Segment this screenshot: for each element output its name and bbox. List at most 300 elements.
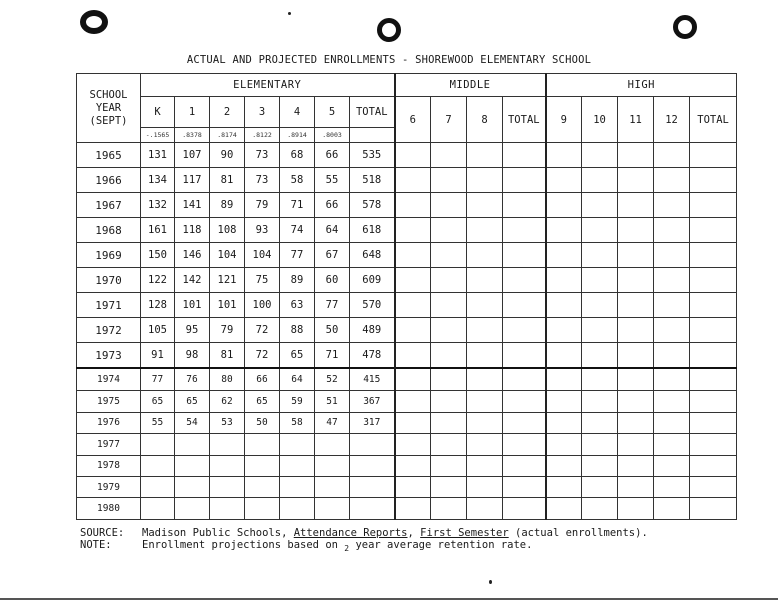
empty-cell (618, 293, 654, 318)
school-year-header: SCHOOL YEAR (SEPT) (77, 74, 141, 143)
enrollment-cell: 60 (315, 268, 350, 293)
empty-cell (431, 268, 467, 293)
enrollment-cell: 609 (350, 268, 395, 293)
table-row (77, 391, 737, 412)
enrollment-cell: 535 (350, 143, 395, 168)
empty-cell (395, 498, 431, 520)
enrollment-cell: 65 (141, 391, 175, 412)
enrollment-cell: 72 (245, 343, 280, 369)
empty-cell (467, 368, 503, 390)
table-row (77, 243, 737, 268)
enrollment-cell: 72 (245, 318, 280, 343)
enrollment-cell: 53 (210, 412, 245, 433)
enrollment-cell (350, 476, 395, 497)
empty-cell (503, 434, 546, 455)
enrollment-cell: 74 (280, 218, 315, 243)
enrollment-cell: 91 (141, 343, 175, 369)
empty-cell (467, 498, 503, 520)
enrollment-cell (350, 434, 395, 455)
empty-cell (690, 318, 737, 343)
empty-cell (431, 143, 467, 168)
year-cell: 1968 (77, 218, 141, 243)
empty-cell (503, 476, 546, 497)
empty-cell (546, 412, 582, 433)
enrollment-table (76, 73, 737, 520)
enrollment-cell: 108 (210, 218, 245, 243)
year-cell: 1969 (77, 243, 141, 268)
enrollment-cell: 107 (175, 143, 210, 168)
enrollment-cell: 81 (210, 168, 245, 193)
enrollment-cell: 81 (210, 343, 245, 369)
empty-cell (467, 434, 503, 455)
empty-cell (690, 368, 737, 390)
empty-cell (582, 455, 618, 476)
empty-cell (503, 143, 546, 168)
table-row (77, 293, 737, 318)
empty-cell (467, 218, 503, 243)
grade-header-elementary-2: 2 (210, 97, 245, 128)
retention-rate: -.1565 (141, 128, 175, 143)
enrollment-cell (245, 455, 280, 476)
source-first-semester: First Semester (420, 527, 509, 539)
empty-cell (618, 143, 654, 168)
enrollment-cell: 317 (350, 412, 395, 433)
grade-header-high-4: TOTAL (690, 97, 737, 143)
empty-cell (618, 343, 654, 369)
empty-cell (431, 391, 467, 412)
empty-cell (503, 243, 546, 268)
enrollment-cell: 54 (175, 412, 210, 433)
enrollment-cell: 122 (141, 268, 175, 293)
empty-cell (582, 193, 618, 218)
empty-cell (654, 143, 690, 168)
empty-cell (618, 455, 654, 476)
enrollment-cell: 73 (245, 168, 280, 193)
empty-cell (467, 391, 503, 412)
empty-cell (618, 318, 654, 343)
year-cell: 1975 (77, 391, 141, 412)
empty-cell (503, 218, 546, 243)
empty-cell (582, 476, 618, 497)
empty-cell (654, 412, 690, 433)
table-row (77, 498, 737, 520)
empty-cell (467, 243, 503, 268)
binder-hole-right (673, 15, 697, 39)
enrollment-cell (175, 498, 210, 520)
empty-cell (654, 318, 690, 343)
empty-cell (582, 218, 618, 243)
scan-speck (288, 12, 291, 15)
enrollment-cell (141, 498, 175, 520)
empty-cell (467, 268, 503, 293)
empty-cell (546, 318, 582, 343)
enrollment-cell: 68 (280, 143, 315, 168)
enrollment-cell: 95 (175, 318, 210, 343)
grade-header-middle-1: 7 (431, 97, 467, 143)
enrollment-cell (315, 455, 350, 476)
enrollment-cell: 64 (280, 368, 315, 390)
grade-header-elementary-0: K (141, 97, 175, 128)
empty-cell (467, 343, 503, 369)
enrollment-cell (280, 476, 315, 497)
table-row (77, 434, 737, 455)
enrollment-cell: 63 (280, 293, 315, 318)
enrollment-cell: 58 (280, 412, 315, 433)
empty-cell (582, 498, 618, 520)
table-row (77, 193, 737, 218)
empty-cell (618, 193, 654, 218)
enrollment-cell (280, 498, 315, 520)
enrollment-cell: 90 (210, 143, 245, 168)
grade-header-elementary-5: 5 (315, 97, 350, 128)
empty-cell (503, 168, 546, 193)
enrollment-cell: 101 (210, 293, 245, 318)
empty-cell (431, 218, 467, 243)
year-cell: 1973 (77, 343, 141, 369)
enrollment-cell: 77 (141, 368, 175, 390)
empty-cell (690, 243, 737, 268)
empty-cell (690, 268, 737, 293)
table-notes (80, 527, 648, 555)
empty-cell (546, 243, 582, 268)
enrollment-cell (210, 434, 245, 455)
source-attendance-reports: Attendance Reports (293, 527, 408, 539)
empty-cell (395, 168, 431, 193)
empty-cell (690, 143, 737, 168)
empty-cell (503, 343, 546, 369)
enrollment-cell: 89 (280, 268, 315, 293)
grade-header-elementary-3: 3 (245, 97, 280, 128)
elementary-group-header: ELEMENTARY (141, 74, 395, 97)
enrollment-cell: 150 (141, 243, 175, 268)
empty-cell (690, 293, 737, 318)
enrollment-cell: 101 (175, 293, 210, 318)
enrollment-cell: 100 (245, 293, 280, 318)
empty-cell (546, 391, 582, 412)
retention-rate: .8174 (210, 128, 245, 143)
enrollment-cell: 79 (245, 193, 280, 218)
empty-cell (395, 268, 431, 293)
empty-cell (618, 243, 654, 268)
enrollment-cell: 142 (175, 268, 210, 293)
year-cell: 1971 (77, 293, 141, 318)
empty-cell (654, 293, 690, 318)
empty-cell (395, 318, 431, 343)
enrollment-cell: 64 (315, 218, 350, 243)
enrollment-cell (280, 434, 315, 455)
enrollment-cell: 98 (175, 343, 210, 369)
source-label: SOURCE: (80, 527, 125, 539)
enrollment-cell: 52 (315, 368, 350, 390)
enrollment-cell: 648 (350, 243, 395, 268)
table-row (77, 268, 737, 293)
grade-header-high-3: 12 (654, 97, 690, 143)
retention-rate: .8003 (315, 128, 350, 143)
empty-cell (546, 218, 582, 243)
empty-cell (690, 476, 737, 497)
year-cell: 1972 (77, 318, 141, 343)
empty-cell (582, 293, 618, 318)
empty-cell (503, 498, 546, 520)
enrollment-cell (350, 498, 395, 520)
year-cell: 1974 (77, 368, 141, 390)
enrollment-cell: 489 (350, 318, 395, 343)
table-row (77, 412, 737, 433)
empty-cell (431, 476, 467, 497)
enrollment-cell: 76 (175, 368, 210, 390)
enrollment-cell (315, 434, 350, 455)
empty-cell (431, 168, 467, 193)
enrollment-cell: 88 (280, 318, 315, 343)
empty-cell (654, 193, 690, 218)
binder-hole-left (80, 10, 108, 34)
empty-cell (618, 434, 654, 455)
enrollment-cell: 146 (175, 243, 210, 268)
document-title: ACTUAL AND PROJECTED ENROLLMENTS - SHOREWOOD ELEMENTARY SCHOOL (186, 54, 592, 66)
empty-cell (618, 498, 654, 520)
empty-cell (431, 368, 467, 390)
enrollment-cell (315, 498, 350, 520)
enrollment-cell: 65 (245, 391, 280, 412)
empty-cell (431, 193, 467, 218)
empty-cell (395, 143, 431, 168)
enrollment-cell: 478 (350, 343, 395, 369)
empty-cell (467, 293, 503, 318)
enrollment-cell (210, 455, 245, 476)
empty-cell (503, 391, 546, 412)
year-cell: 1965 (77, 143, 141, 168)
empty-cell (431, 293, 467, 318)
year-cell: 1970 (77, 268, 141, 293)
enrollment-cell: 73 (245, 143, 280, 168)
empty-cell (654, 268, 690, 293)
note-text-post: year average retention rate. (349, 539, 533, 551)
retention-rate-blank (350, 128, 395, 143)
empty-cell (503, 412, 546, 433)
source-text-pre: Madison Public Schools, (142, 527, 294, 539)
enrollment-cell (175, 455, 210, 476)
empty-cell (654, 434, 690, 455)
enrollment-cell: 570 (350, 293, 395, 318)
retention-rate: .8378 (175, 128, 210, 143)
empty-cell (582, 434, 618, 455)
table-row (77, 168, 737, 193)
table-row (77, 476, 737, 497)
empty-cell (395, 434, 431, 455)
enrollment-cell (350, 455, 395, 476)
year-cell: 1977 (77, 434, 141, 455)
empty-cell (618, 476, 654, 497)
enrollment-cell: 47 (315, 412, 350, 433)
enrollment-cell (245, 476, 280, 497)
enrollment-cell: 118 (175, 218, 210, 243)
grade-header-middle-2: 8 (467, 97, 503, 143)
empty-cell (618, 218, 654, 243)
source-comma: , (407, 527, 421, 539)
enrollment-cell: 77 (315, 293, 350, 318)
empty-cell (582, 143, 618, 168)
empty-cell (431, 498, 467, 520)
enrollment-cell: 618 (350, 218, 395, 243)
enrollment-cell: 66 (245, 368, 280, 390)
year-cell: 1980 (77, 498, 141, 520)
empty-cell (546, 143, 582, 168)
middle-group-header: MIDDLE (395, 74, 546, 97)
enrollment-cell: 79 (210, 318, 245, 343)
source-line (80, 527, 648, 539)
empty-cell (503, 193, 546, 218)
empty-cell (654, 455, 690, 476)
grade-header-elementary-6: TOTAL (350, 97, 395, 128)
enrollment-cell: 134 (141, 168, 175, 193)
empty-cell (690, 412, 737, 433)
empty-cell (395, 243, 431, 268)
empty-cell (690, 391, 737, 412)
empty-cell (395, 391, 431, 412)
enrollment-cell: 128 (141, 293, 175, 318)
empty-cell (690, 498, 737, 520)
enrollment-cell: 89 (210, 193, 245, 218)
retention-rate: .8122 (245, 128, 280, 143)
empty-cell (690, 218, 737, 243)
enrollment-cell (141, 434, 175, 455)
empty-cell (690, 343, 737, 369)
enrollment-cell: 62 (210, 391, 245, 412)
grade-header-elementary-4: 4 (280, 97, 315, 128)
empty-cell (582, 391, 618, 412)
empty-cell (431, 412, 467, 433)
high-group-header: HIGH (546, 74, 737, 97)
empty-cell (395, 293, 431, 318)
empty-cell (654, 498, 690, 520)
enrollment-cell: 65 (280, 343, 315, 369)
enrollment-cell: 59 (280, 391, 315, 412)
empty-cell (431, 318, 467, 343)
empty-cell (395, 412, 431, 433)
enrollment-cell: 578 (350, 193, 395, 218)
empty-cell (467, 412, 503, 433)
empty-cell (503, 455, 546, 476)
table-row (77, 343, 737, 369)
enrollment-cell: 93 (245, 218, 280, 243)
enrollment-cell: 55 (315, 168, 350, 193)
enrollment-cell: 104 (210, 243, 245, 268)
retention-rate: .8914 (280, 128, 315, 143)
enrollment-cell: 132 (141, 193, 175, 218)
enrollment-cell: 104 (245, 243, 280, 268)
enrollment-cell: 50 (245, 412, 280, 433)
table-row (77, 318, 737, 343)
empty-cell (467, 193, 503, 218)
enrollment-cell (245, 434, 280, 455)
table-row (77, 368, 737, 390)
grade-header-middle-0: 6 (395, 97, 431, 143)
empty-cell (690, 455, 737, 476)
empty-cell (582, 168, 618, 193)
empty-cell (503, 368, 546, 390)
empty-cell (690, 168, 737, 193)
empty-cell (546, 434, 582, 455)
enrollment-cell: 518 (350, 168, 395, 193)
empty-cell (546, 476, 582, 497)
table-row (77, 455, 737, 476)
empty-cell (618, 391, 654, 412)
empty-cell (582, 343, 618, 369)
enrollment-cell (280, 455, 315, 476)
grade-header-middle-3: TOTAL (503, 97, 546, 143)
empty-cell (546, 455, 582, 476)
note-text-pre: Enrollment projections based on (142, 539, 345, 551)
table-row (77, 218, 737, 243)
enrollment-cell: 66 (315, 193, 350, 218)
empty-cell (654, 343, 690, 369)
empty-cell (395, 476, 431, 497)
enrollment-cell: 55 (141, 412, 175, 433)
binder-hole-center (377, 18, 401, 42)
year-cell: 1976 (77, 412, 141, 433)
table-row (77, 143, 737, 168)
note-label: NOTE: (80, 539, 112, 551)
year-cell: 1967 (77, 193, 141, 218)
empty-cell (467, 455, 503, 476)
year-cell: 1966 (77, 168, 141, 193)
empty-cell (467, 143, 503, 168)
grade-header-high-1: 10 (582, 97, 618, 143)
empty-cell (503, 268, 546, 293)
enrollment-cell: 75 (245, 268, 280, 293)
empty-cell (467, 318, 503, 343)
empty-cell (467, 476, 503, 497)
empty-cell (395, 343, 431, 369)
enrollment-cell: 131 (141, 143, 175, 168)
empty-cell (395, 368, 431, 390)
grade-header-high-2: 11 (618, 97, 654, 143)
empty-cell (582, 412, 618, 433)
empty-cell (395, 218, 431, 243)
enrollment-cell: 105 (141, 318, 175, 343)
enrollment-cell (315, 476, 350, 497)
empty-cell (546, 168, 582, 193)
grade-header-elementary-1: 1 (175, 97, 210, 128)
enrollment-cell: 66 (315, 143, 350, 168)
empty-cell (546, 343, 582, 369)
enrollment-cell: 367 (350, 391, 395, 412)
empty-cell (618, 268, 654, 293)
empty-cell (582, 243, 618, 268)
enrollment-cell (245, 498, 280, 520)
grade-header-high-0: 9 (546, 97, 582, 143)
enrollment-cell: 161 (141, 218, 175, 243)
enrollment-cell: 50 (315, 318, 350, 343)
enrollment-cell: 51 (315, 391, 350, 412)
enrollment-cell: 71 (315, 343, 350, 369)
enrollment-cell: 77 (280, 243, 315, 268)
enrollment-cell: 121 (210, 268, 245, 293)
empty-cell (654, 476, 690, 497)
enrollment-cell (175, 434, 210, 455)
enrollment-cell: 67 (315, 243, 350, 268)
year-cell: 1978 (77, 455, 141, 476)
empty-cell (503, 293, 546, 318)
empty-cell (618, 368, 654, 390)
empty-cell (618, 168, 654, 193)
empty-cell (654, 368, 690, 390)
empty-cell (546, 193, 582, 218)
empty-cell (467, 168, 503, 193)
empty-cell (582, 368, 618, 390)
enrollment-cell: 65 (175, 391, 210, 412)
year-cell: 1979 (77, 476, 141, 497)
